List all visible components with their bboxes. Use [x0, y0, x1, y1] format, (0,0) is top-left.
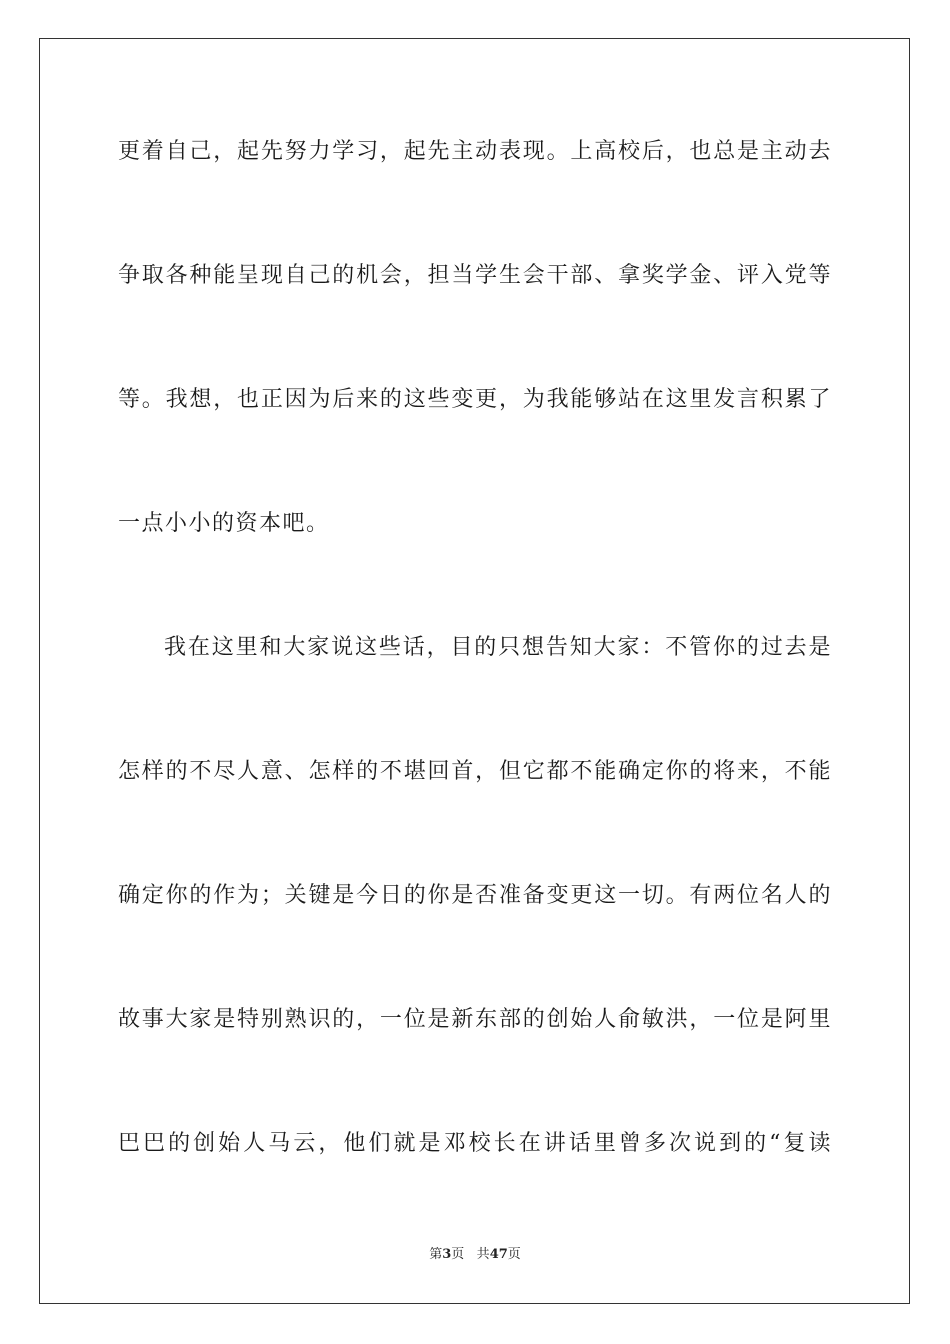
total-suffix: 页: [507, 1247, 521, 1262]
page-prefix: 第: [429, 1247, 443, 1262]
paragraph-line: 故事大家是特别熟识的，一位是新东部的创始人俞敏洪，一位是阿里: [118, 1007, 832, 1032]
paragraph-line: 更着自己，起先努力学习，起先主动表现。上高校后，也总是主动去: [118, 139, 832, 164]
paragraph-line: 我在这里和大家说这些话，目的只想告知大家：不管你的过去是: [164, 635, 832, 660]
page-border: [39, 38, 910, 1304]
page-number: 3: [442, 1247, 452, 1262]
paragraph-line: 怎样的不尽人意、怎样的不堪回首，但它都不能确定你的将来，不能: [118, 759, 832, 784]
total-prefix: 共: [476, 1247, 490, 1262]
page-footer: [0, 1246, 950, 1264]
paragraph-line: 一点小小的资本吧。: [118, 511, 330, 536]
page-suffix: 页: [451, 1247, 465, 1262]
paragraph-line: 巴巴的创始人马云，他们就是邓校长在讲话里曾多次说到的“复读: [118, 1131, 832, 1156]
paragraph-line: 争取各种能呈现自己的机会，担当学生会干部、拿奖学金、评入党等: [118, 263, 832, 288]
paragraph-line: 等。我想，也正因为后来的这些变更，为我能够站在这里发言积累了: [118, 387, 832, 412]
total-pages: 47: [489, 1247, 508, 1262]
paragraph-line: 确定你的作为；关键是今日的你是否准备变更这一切。有两位名人的: [118, 883, 832, 908]
